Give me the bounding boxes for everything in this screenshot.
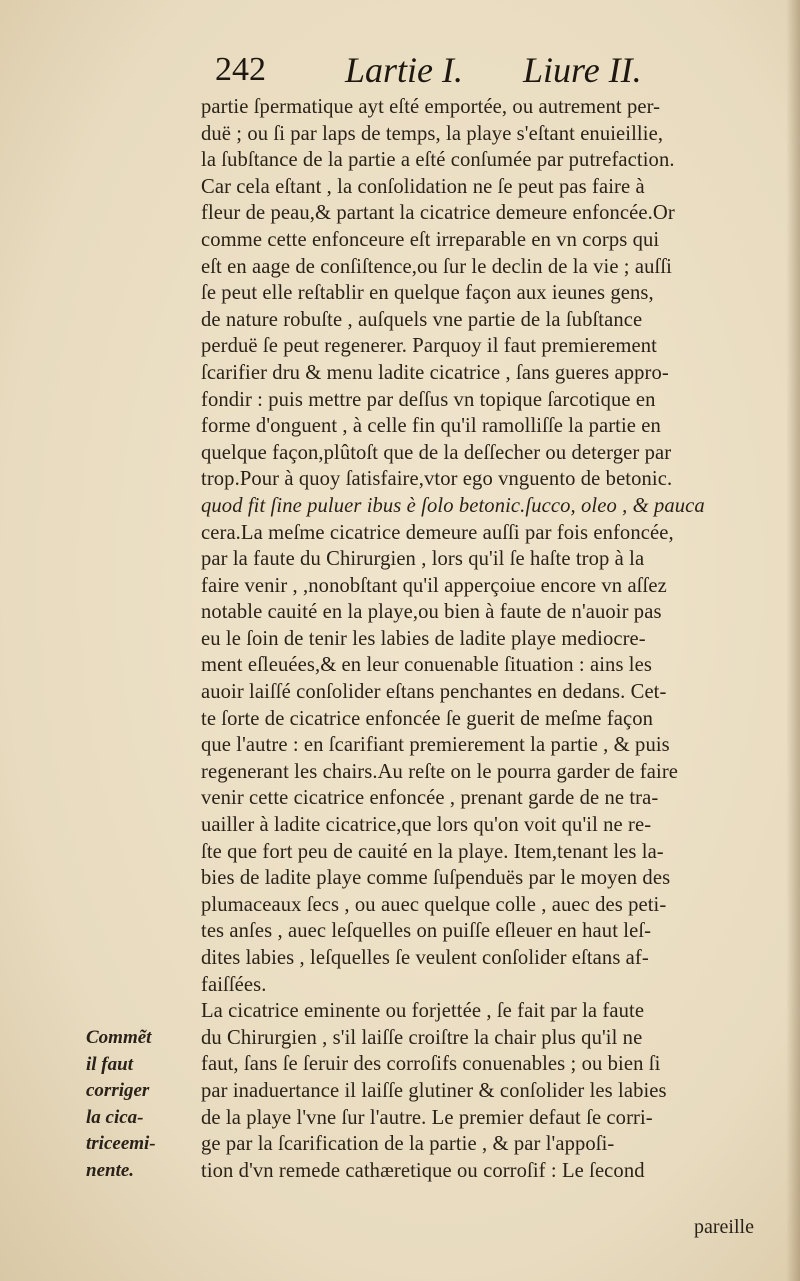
text-line: ge par la ſcarification de la partie , & par l'appoſi- <box>201 1133 615 1156</box>
text-line: faiſſées. <box>201 973 267 996</box>
text-line: eſt en aage de conſiſtence,ou ſur le declin de la vie ; auſſi <box>201 255 672 278</box>
header-part: Lartie I. <box>345 50 464 90</box>
page-edge-shadow <box>786 0 800 1281</box>
text-line: comme cette enfonceure eſt irreparable en vn corps qui <box>201 228 660 251</box>
text-line: venir cette cicatrice enfoncée , prenant garde de ne tra- <box>201 787 659 810</box>
margin-note <box>86 1025 196 1185</box>
text-line: que l'autre : en ſcarifiant premierement la partie , & puis <box>201 734 670 757</box>
text-line: de nature robuſte , auſquels vne partie de la ſubſtance <box>201 308 643 331</box>
text-line: auoir laiſſé conſolider eſtans penchantes en dedans. Cet- <box>201 681 667 704</box>
text-line: par la faute du Chirurgien , lors qu'il ſe haſte trop à la <box>201 548 645 571</box>
text-line: Car cela eſtant , la conſolidation ne ſe peut pas faire à <box>201 175 645 198</box>
margin-note-line: Commẽt <box>86 1027 152 1048</box>
text-line: la ſubſtance de la partie a eſté conſumée par putrefaction. <box>201 149 675 172</box>
body-text <box>201 94 771 1184</box>
margin-note-line: triceemi- <box>86 1133 156 1155</box>
text-line: duë ; ou ſi par laps de temps, la playe s'eſtant enuieillie, <box>201 122 664 145</box>
text-line: quod fit ſine puluer ibus è ſolo betonic.ſucco, oleo , & pauca <box>201 494 705 517</box>
text-line: perduë ſe peut regenerer. Parquoy il faut premierement <box>201 335 657 358</box>
text-line: uailler à ladite cicatrice,que lors qu'on voit qu'il ne re- <box>201 814 652 837</box>
text-line: dites labies , leſquelles ſe veulent conſolider eſtans af- <box>201 947 649 969</box>
text-line: faire venir , ,nonobſtant qu'il apperçoiue encore vn aſſez <box>201 574 667 597</box>
text-line: fleur de peau,& partant la cicatrice demeure enfoncée.Or <box>201 202 675 225</box>
text-line: bies de ladite playe comme ſuſpenduës par le moyen des <box>201 867 671 890</box>
margin-note-line: corriger <box>86 1080 150 1102</box>
page-number: 242 <box>215 51 266 88</box>
margin-note-line: il faut <box>86 1053 133 1075</box>
text-line: ſcarifier dru & menu ladite cicatrice , ſans gueres appro- <box>201 361 669 384</box>
text-line: partie ſpermatique ayt eſté emportée, ou autrement per- <box>201 96 661 118</box>
text-line: de la playe l'vne ſur l'autre. Le premier defaut ſe corri- <box>201 1106 653 1129</box>
text-line: forme d'onguent , à celle fin qu'il ramolliſſe la partie en <box>201 415 661 438</box>
text-line: cera.La meſme cicatrice demeure auſſi par fois enfoncée, <box>201 521 674 544</box>
text-line: plumaceaux ſecs , ou auec quelque colle , auec des peti- <box>201 893 667 916</box>
text-line: La cicatrice eminente ou forjettée , ſe fait par la faute <box>201 1000 645 1023</box>
header-book: Liure II. <box>523 50 642 90</box>
text-line: par inaduertance il laiſſe glutiner & conſolider les labies <box>201 1079 667 1102</box>
text-line: ſte que fort peu de cauité en la playe. Item,tenant les la- <box>201 840 664 863</box>
text-line: te ſorte de cicatrice enfoncée ſe guerit de meſme façon <box>201 707 654 730</box>
text-line: quelque façon,plûtoſt que de la deſſecher ou deterger par <box>201 441 672 464</box>
text-line: tion d'vn remede cathæretique ou corroſif : Le ſecond <box>201 1159 645 1182</box>
text-line: faut, ſans ſe ſeruir des corroſifs conuenables ; ou bien ſi <box>201 1053 661 1076</box>
text-line: regenerant les chairs.Au reſte on le pourra garder de faire <box>201 760 679 783</box>
text-line: tes anſes , auec leſquelles on puiſſe eſleuer en haut leſ- <box>201 920 652 943</box>
text-line: trop.Pour à quoy ſatisfaire,vtor ego vnguento de betonic. <box>201 468 673 491</box>
text-line: fondir : puis mettre par deſſus vn topique ſarcotique en <box>201 388 656 411</box>
catchword: pareille <box>694 1216 754 1238</box>
margin-note-line: nente. <box>86 1159 135 1181</box>
text-line: du Chirurgien , s'il laiſſe croiſtre la chair plus qu'il ne <box>201 1026 643 1049</box>
margin-note-line: la cica- <box>86 1106 144 1128</box>
text-line: eu le ſoin de tenir les labies de ladite playe mediocre- <box>201 627 646 650</box>
running-header <box>205 48 675 92</box>
text-line: notable cauité en la playe,ou bien à faute de n'auoir pas <box>201 601 662 624</box>
text-line: ment eſleuées,& en leur conuenable ſituation : ains les <box>201 654 652 677</box>
text-line: ſe peut elle reſtablir en quelque façon aux ieunes gens, <box>201 282 654 305</box>
